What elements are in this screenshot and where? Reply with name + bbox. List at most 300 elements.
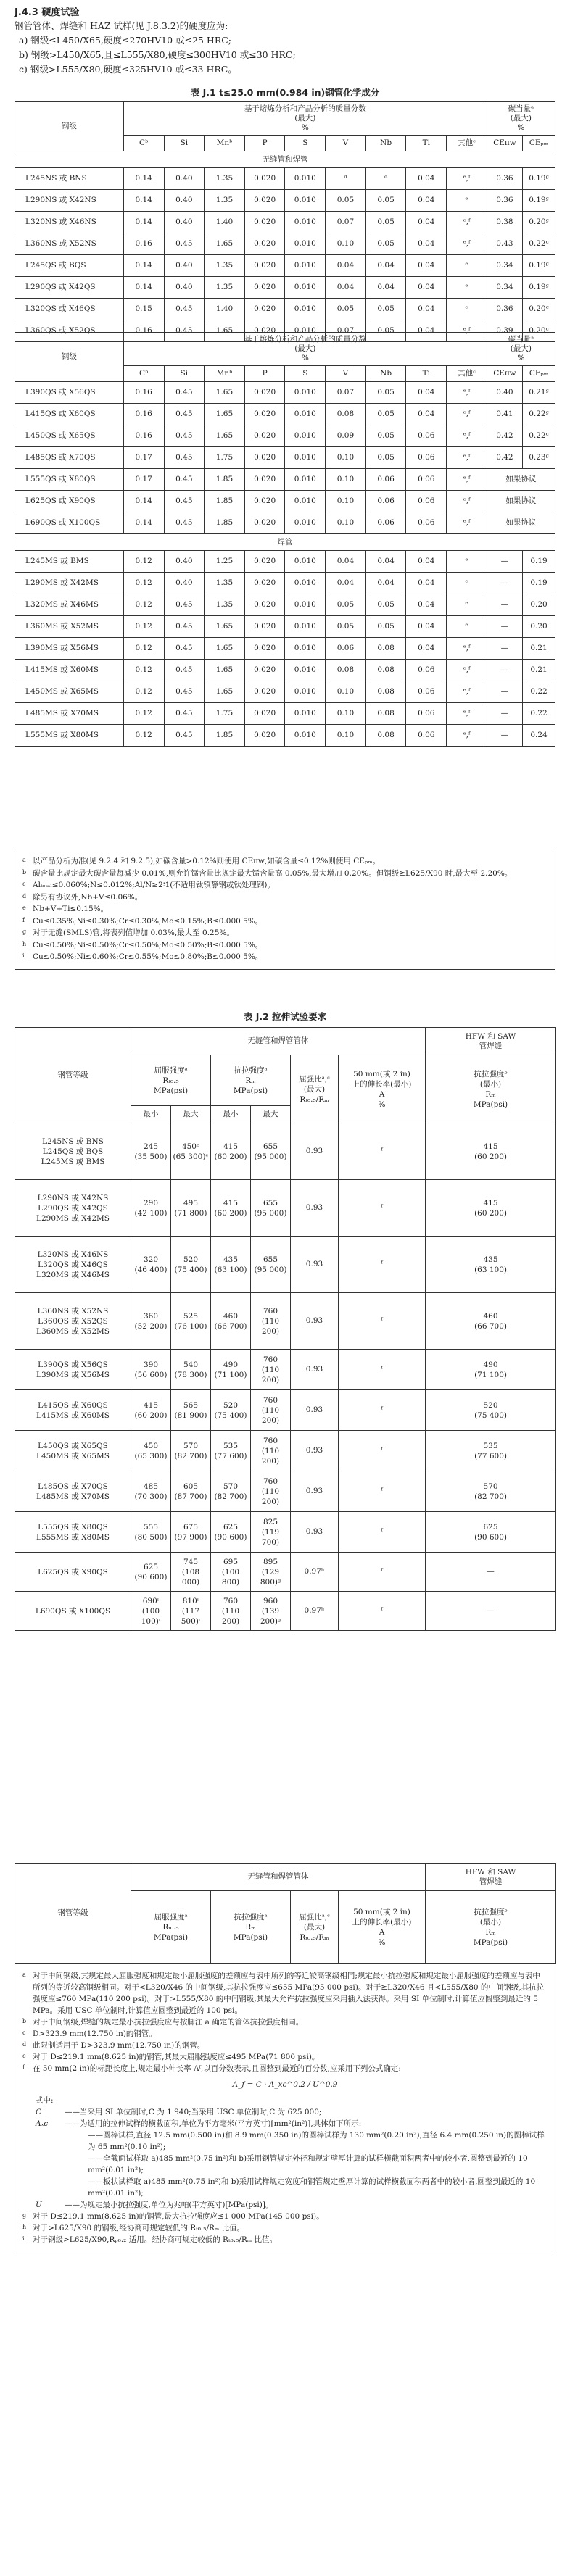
table-cell: 0.45 [164, 725, 205, 747]
cell-line: (110 200) [261, 1365, 280, 1384]
table-cell: 0.40 [164, 168, 205, 190]
table-cell [131, 1237, 171, 1293]
table-cell: — [487, 594, 522, 616]
table-cell: ᵉ,ᶠ [447, 660, 487, 681]
table-cell: 0.19ᵍ [523, 277, 555, 299]
table-cell: 0.010 [285, 299, 326, 320]
cell-line: (63 100) [474, 1265, 507, 1274]
table-cell: 0.20 [523, 594, 555, 616]
cell-line: 570 [223, 1482, 239, 1491]
table-cell: 0.020 [244, 425, 285, 447]
cell-line: (95 000) [254, 1208, 287, 1218]
col-head: Cᵇ [123, 366, 164, 382]
cell-line: 245 [143, 1142, 159, 1151]
cell-line: Rₜ₀.₅ [162, 1076, 179, 1085]
cell-line: (90 600) [474, 1532, 507, 1542]
table-cell [426, 1390, 556, 1431]
table-cell [211, 1471, 251, 1512]
footnote [15, 868, 555, 880]
table-cell: 0.14 [123, 277, 164, 299]
cell-line: 490 [483, 1360, 498, 1369]
col-head: Mnᵇ [205, 136, 245, 151]
table-cell: ᵈ [326, 168, 366, 190]
table-cell: 0.42 [487, 425, 522, 447]
table-cell: 0.40 [164, 212, 205, 233]
table-cell: 0.10 [326, 681, 366, 703]
footnote-mark: b [22, 2018, 27, 2024]
table-row [15, 233, 555, 255]
footnote [15, 892, 555, 904]
table-cell: 0.36 [487, 168, 522, 190]
cell-line: (100 100)ᶦ [141, 1606, 161, 1626]
table-cell: 0.40 [164, 277, 205, 299]
elongation-formula: A_f = C · A_xc^0.2 / U^0.9 [232, 2080, 338, 2089]
cell-text: ᶠ [381, 1487, 383, 1495]
footnote-text: Alₜₒₜₐₗ≤0.060%;N≤0.012%;Al/N≥2∶1(不适用钛镇静钢或钛处理钢)。 [33, 881, 275, 889]
cell-line: (66 700) [474, 1321, 507, 1331]
table-cell: — [487, 725, 522, 747]
table-cell [131, 1471, 171, 1512]
table-cell: 1.85 [205, 469, 245, 491]
table-cell [291, 1237, 339, 1293]
cell-line: (71 100) [474, 1370, 507, 1379]
cell-line: 605 [183, 1482, 199, 1491]
col-elong [339, 1891, 426, 1964]
grade-name: L290QS 或 X42QS [38, 1203, 108, 1213]
grade-cell [15, 1293, 131, 1350]
col-head: Ti [406, 136, 447, 151]
footnote [15, 2016, 555, 2028]
table-cell: 0.36 [487, 299, 522, 320]
table-cell [291, 1350, 339, 1390]
cell-text: ᶠ [381, 1527, 383, 1536]
section-row: 焊管 [15, 534, 555, 551]
table-cell: 0.16 [123, 320, 164, 342]
footnote [15, 855, 555, 868]
table-cell: 0.07 [326, 212, 366, 233]
cell-line: 屈强比ᵃ,ᶜ [299, 1074, 330, 1084]
grade-name: L485MS 或 X70MS [36, 1492, 110, 1501]
table-cell: 0.06 [406, 703, 447, 725]
table-cell: 0.020 [244, 660, 285, 681]
cell-line: MPa(psi) [233, 1932, 268, 1942]
table-cell: 0.43 [487, 233, 522, 255]
symbol-subitem: ——全截面试样取 a)485 mm²(0.75 in²)和 b)采用钢管规定外径和规定壁厚计算的试样横截面积两者中的较小者,圆整到最近的 10 mm²(0.01 in²); [88, 2154, 528, 2174]
table-cell: L360NS 或 X52NS [15, 233, 124, 255]
table-cell [131, 1293, 171, 1350]
col-head: Mnᵇ [205, 366, 245, 382]
footnote-text: 对于>L625/X90 的钢级,经协商可规定较低的 Rₜ₀.₅/Rₘ 比值。 [33, 2224, 245, 2232]
cell-line: 415 [143, 1400, 159, 1410]
table-cell: L360MS 或 X52MS [15, 616, 124, 638]
cell-line: 745 [183, 1557, 199, 1566]
symbol: Aₓc [36, 2119, 49, 2128]
table-cell: ᵉ [447, 573, 487, 594]
table-cell [211, 1293, 251, 1350]
cell-line: (87 700) [174, 1492, 207, 1501]
cell-line: (95 000) [254, 1265, 287, 1274]
table-cell: ᵉ [447, 299, 487, 320]
table-cell [171, 1512, 211, 1553]
cell-line: 540 [183, 1360, 199, 1369]
table-cell: 1.65 [205, 382, 245, 404]
table-cell: 0.06 [406, 660, 447, 681]
table-cell: 0.14 [123, 212, 164, 233]
table-row [15, 725, 555, 747]
footnote [15, 2063, 555, 2074]
grade-name: L390QS 或 X56QS [38, 1360, 108, 1369]
table-cell: 0.45 [164, 233, 205, 255]
cell-line: 屈服强度ᵃ [154, 1912, 188, 1921]
footnote [15, 2040, 555, 2051]
table-cell [131, 1431, 171, 1471]
table-cell: 1.35 [205, 277, 245, 299]
cell-line: 415 [223, 1198, 239, 1208]
symbol-desc: ——为适用的拉伸试样的横截面积,单位为平方毫米(平方英寸)[mm²(in²)],具体如下所示: [65, 2119, 362, 2128]
table-cell: 0.06 [365, 491, 406, 512]
col-head: Si [164, 366, 205, 382]
grade-name: L245QS 或 BQS [42, 1147, 104, 1156]
cell-line: (110 200) [261, 1487, 280, 1506]
symbol-subitem: ——板状试样取 a)485 mm²(0.75 in²)和 b)采用试样规定宽度和钢管规定壁厚计算的试样横截面积两者中的较小者,圆整到最近的 10 mm²(0.01 in²); [88, 2177, 536, 2198]
table-cell: ᵉ,ᶠ [447, 382, 487, 404]
cell-line: (110 200) [261, 1446, 280, 1466]
table-cell: 0.41 [487, 404, 522, 425]
cell-line: 495 [183, 1198, 199, 1208]
cell-text: ᶠ [381, 1567, 383, 1576]
cell-line: 290 [143, 1198, 159, 1208]
table1-part2 [15, 332, 555, 747]
table-cell: 0.010 [285, 255, 326, 277]
cell-text: — [487, 1567, 495, 1576]
cell-text: 钢级 [61, 352, 77, 361]
cell-line: 抗拉强度ᵇ [474, 1069, 508, 1079]
table-cell: 0.04 [406, 190, 447, 212]
table-cell: L555MS 或 X80MS [15, 725, 124, 747]
table-row [15, 1293, 556, 1350]
table-cell: 0.05 [365, 616, 406, 638]
cell-line: A [379, 1089, 385, 1099]
table-row [15, 382, 555, 404]
table-cell: 1.75 [205, 447, 245, 469]
table-cell: 0.010 [285, 469, 326, 491]
table-cell [171, 1390, 211, 1431]
cell-line: (71 100) [214, 1370, 247, 1379]
cell-text: 0.93 [305, 1446, 323, 1455]
table-cell: 0.020 [244, 168, 285, 190]
table-cell: 0.22ᵍ [523, 425, 555, 447]
table-cell: 0.21 [523, 660, 555, 681]
grade-name: L290NS 或 X42NS [37, 1193, 109, 1202]
cell-line: (110 200) [261, 1405, 280, 1425]
table-cell: 0.020 [244, 190, 285, 212]
cell-line: MPa(psi) [473, 1100, 508, 1109]
col-elong [339, 1055, 426, 1123]
table-cell: 0.45 [164, 703, 205, 725]
table-cell [251, 1293, 291, 1350]
col-head: P [244, 136, 285, 151]
table-row [15, 512, 555, 534]
footnote-mark: f [22, 2064, 25, 2071]
table-cell [339, 1553, 426, 1592]
table-cell: 0.06 [406, 681, 447, 703]
footnote-text: 对于中间钢级,焊缝的规定最小抗拉强度应与按脚注 a 确定的管体抗拉强度相同。 [33, 2018, 304, 2027]
cell-line: MPa(psi) [153, 1086, 189, 1095]
table-cell: 0.07 [326, 320, 366, 342]
table-cell: 0.04 [406, 299, 447, 320]
table-cell [426, 1592, 556, 1631]
table-cell: 0.010 [285, 512, 326, 534]
cell-text: 0.93 [305, 1316, 323, 1325]
table-cell: L415MS 或 X60MS [15, 660, 124, 681]
table-cell: 0.36 [487, 190, 522, 212]
table-row [15, 660, 555, 681]
table-cell: 0.04 [406, 551, 447, 573]
table-cell [291, 1512, 339, 1553]
cell-line: (35 500) [134, 1152, 168, 1161]
footnote [15, 915, 555, 928]
grade-cell [15, 1123, 131, 1180]
table-cell: 0.16 [123, 382, 164, 404]
table-cell: 0.04 [406, 277, 447, 299]
cell-line: 碳当量ᵃ [508, 335, 534, 344]
table-cell: 0.020 [244, 594, 285, 616]
table-cell [131, 1592, 171, 1631]
cell-line: 上的伸长率(最小) [352, 1079, 412, 1089]
table-cell: 0.04 [365, 255, 406, 277]
cell-line: 960 [263, 1596, 278, 1605]
table-cell [291, 1123, 339, 1180]
table-cell: ᵉ [447, 255, 487, 277]
cell-line: 570 [183, 1441, 199, 1450]
table-cell [171, 1237, 211, 1293]
table-cell: 0.04 [365, 573, 406, 594]
formula-intro-text: 式中: [36, 2096, 54, 2105]
table-cell: 0.19ᵍ [523, 255, 555, 277]
col-head: Si [164, 136, 205, 151]
table-cell [171, 1553, 211, 1592]
table-cell: 0.08 [365, 703, 406, 725]
table-cell: 0.10 [326, 447, 366, 469]
table-cell [211, 1123, 251, 1180]
cell-line: (76 100) [174, 1321, 207, 1331]
table-cell [291, 1592, 339, 1631]
table-row [15, 1471, 556, 1512]
table-cell: — [487, 703, 522, 725]
cell-text: ᶠ [381, 1203, 383, 1212]
table-cell: L485MS 或 X70MS [15, 703, 124, 725]
cell-text: ᶠ [381, 1316, 383, 1325]
table-cell: 0.020 [244, 681, 285, 703]
table-cell [131, 1350, 171, 1390]
cell-line: (71 800) [174, 1208, 207, 1218]
footnote [15, 903, 555, 915]
table-cell [171, 1431, 211, 1471]
table-cell: 0.05 [365, 190, 406, 212]
cell-line: % [517, 123, 525, 132]
table-cell: 0.16 [123, 233, 164, 255]
grade-cell [15, 1512, 131, 1553]
table-cell: 0.24 [523, 725, 555, 747]
table-cell: 0.12 [123, 616, 164, 638]
cell-line: 760 [263, 1476, 278, 1486]
table-cell: 0.23ᵍ [523, 447, 555, 469]
cell-line: 555 [143, 1522, 159, 1532]
table-cell [251, 1592, 291, 1631]
table-cell: 0.05 [365, 447, 406, 469]
table-cell: 0.08 [365, 681, 406, 703]
cell-line: % [378, 1100, 386, 1109]
table-cell: 0.020 [244, 255, 285, 277]
table-cell: 1.35 [205, 255, 245, 277]
grade-name: L390MS 或 X56MS [36, 1370, 110, 1379]
cell-line: 760 [223, 1596, 239, 1605]
table-cell: 0.42 [487, 447, 522, 469]
table-cell: 0.14 [123, 255, 164, 277]
table-cell [339, 1431, 426, 1471]
table-cell: 0.17 [123, 469, 164, 491]
table-cell: ᵉ,ᶠ [447, 233, 487, 255]
cell-line: 基于熔炼分析和产品分析的质量分数 [244, 104, 366, 113]
cell-line: 390 [143, 1360, 159, 1369]
footnote-mark: h [22, 940, 27, 947]
grade-cell [15, 1180, 131, 1237]
intro-line: b) 钢级>L450/X65,且≤L555/X80,硬度≤300HV10 或≤30 HRC; [19, 49, 296, 60]
table-cell: 0.04 [326, 255, 366, 277]
grade-name: L320QS 或 X46QS [38, 1260, 108, 1269]
symbol: C [36, 2108, 42, 2116]
table-cell [251, 1553, 291, 1592]
table-cell: 0.40 [164, 190, 205, 212]
col-group [123, 333, 487, 366]
col-yield [131, 1055, 211, 1106]
table-cell: 0.22ᵍ [523, 233, 555, 255]
table-cell: 0.12 [123, 594, 164, 616]
table-cell: ᵉ,ᶠ [447, 703, 487, 725]
table-cell [131, 1390, 171, 1431]
symbol-subitem: ——圆棒试样,直径 12.5 mm(0.500 in)和 8.9 mm(0.350 in)的圆棒试样为 130 mm²(0.20 in²);直径 6.4 mm(0.250 in)的圆棒试样为 65 mm²(0.10 in²); [88, 2131, 545, 2151]
col-head: S [285, 136, 326, 151]
table-cell [339, 1390, 426, 1431]
footnote-mark: c [22, 881, 26, 887]
table-cell [339, 1123, 426, 1180]
footnote-text: 对于无缝(SMLS)管,将表列值增加 0.03%,最大至 0.25%。 [33, 928, 234, 937]
table-cell: ᵉ,ᶠ [447, 725, 487, 747]
col-head: CEɪɪᴡ [487, 366, 522, 382]
table-cell: 如果协议 [487, 512, 555, 534]
table-cell [251, 1350, 291, 1390]
cell-line: 570 [483, 1482, 498, 1491]
cell-line: (60 200) [214, 1208, 247, 1218]
table-cell [171, 1350, 211, 1390]
table-cell: 1.35 [205, 573, 245, 594]
cell-line: (100 800) [221, 1567, 240, 1587]
cell-line: (75 400) [174, 1265, 207, 1274]
table-cell: 0.06 [365, 469, 406, 491]
cell-line: (65 300)ᵉ [173, 1152, 209, 1161]
cell-line: (82 700) [174, 1451, 207, 1461]
table-row [15, 594, 555, 616]
cell-line: (75 400) [474, 1410, 507, 1420]
table-cell: 0.05 [365, 404, 406, 425]
table-row [15, 469, 555, 491]
grade-name: L360QS 或 X52QS [38, 1316, 108, 1326]
table-cell: 0.010 [285, 320, 326, 342]
cell-line: Rₘ [245, 1922, 256, 1932]
cell-line: MPa(psi) [153, 1932, 189, 1942]
table-cell: ᵉ,ᶠ [447, 512, 487, 534]
col-yield [131, 1891, 211, 1964]
cell-line: 抗拉强度ᵇ [474, 1907, 508, 1916]
footnote-text: 碳含量比规定最大碳含量每减少 0.01%,则允许锰含量比规定最大锰含量高 0.05%,最大增加 0.20%。但钢级≥L625/X90 时,最大至 2.20%。 [33, 868, 513, 878]
table-cell: 0.14 [123, 491, 164, 512]
table-cell: — [487, 551, 522, 573]
table-cell [291, 1390, 339, 1431]
cell-line: Rₜ₀.₅/Rₘ [300, 1932, 329, 1942]
table-cell: 0.010 [285, 638, 326, 660]
table-cell: 0.04 [365, 277, 406, 299]
table-cell [211, 1237, 251, 1293]
cell-line: (78 300) [174, 1370, 207, 1379]
table-cell: 0.04 [326, 573, 366, 594]
table-cell: L320MS 或 X46MS [15, 594, 124, 616]
cell-line: (66 700) [214, 1321, 247, 1331]
table-cell: L485QS 或 X70QS [15, 447, 124, 469]
cell-text: 0.93 [305, 1405, 323, 1414]
cell-line: (82 700) [214, 1492, 247, 1501]
table-cell [131, 1123, 171, 1180]
table-cell: 0.40 [164, 573, 205, 594]
col-head: CEₚₘ [523, 136, 555, 151]
table-cell [426, 1512, 556, 1553]
symbol: U [36, 2201, 42, 2209]
col-min: 最小 [211, 1106, 251, 1123]
table-cell: 0.06 [406, 512, 447, 534]
table-cell: 0.45 [164, 681, 205, 703]
cell-line: 320 [143, 1255, 159, 1264]
cell-line: 625 [143, 1562, 159, 1571]
cell-line: 435 [483, 1255, 498, 1264]
grade-name: L320NS 或 X46NS [37, 1250, 109, 1259]
table-cell [426, 1471, 556, 1512]
cell-line: 屈强比ᵃ,ᶜ [299, 1912, 330, 1921]
table-cell [291, 1293, 339, 1350]
table-cell: 0.39 [487, 320, 522, 342]
table-row [15, 573, 555, 594]
cell-line: 625 [483, 1522, 498, 1532]
footnote-text: Cu≤0.50%;Ni≤0.60%;Cr≤0.55%;Mo≤0.80%;B≤0.000 5%。 [33, 952, 263, 961]
table-cell [426, 1350, 556, 1390]
symbol-def [15, 2118, 555, 2130]
cell-line: 655 [263, 1198, 278, 1208]
table-row [15, 168, 555, 190]
cell-line: (52 200) [134, 1321, 168, 1331]
footnote-mark: d [22, 2041, 27, 2048]
intro-line: 钢管管体、焊缝和 HAZ 试样(见 J.8.3.2)的硬度应为: [15, 20, 228, 31]
cell-line: 碳当量ᵃ [508, 104, 534, 113]
table-cell: 0.020 [244, 616, 285, 638]
table-cell [251, 1180, 291, 1237]
cell-line: HFW 和 SAW [465, 1867, 516, 1877]
cell-line: (最大) [510, 114, 532, 122]
table-cell: 0.010 [285, 447, 326, 469]
cell-line: 基于熔炼分析和产品分析的质量分数 [244, 335, 366, 344]
table-cell: 0.020 [244, 551, 285, 573]
cell-line: 450 [143, 1441, 159, 1450]
col-grade [15, 102, 124, 151]
table-row [15, 616, 555, 638]
table-cell: — [487, 681, 522, 703]
